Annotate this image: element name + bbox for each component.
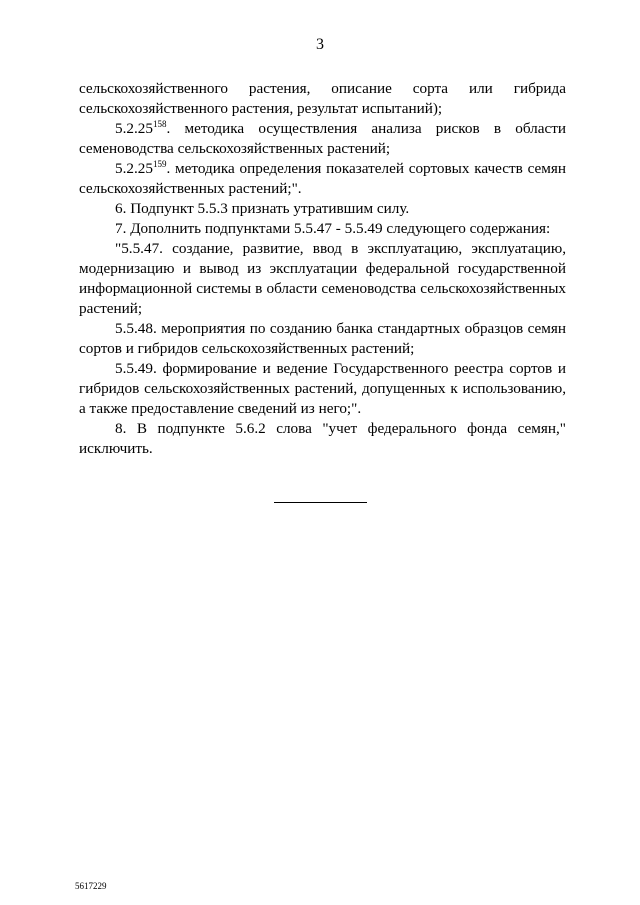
- superscript-159: 159: [152, 159, 167, 169]
- paragraph-5-5-49: 5.5.49. формирование и ведение Государственного реестра сортов и гибридов сельскохозяйственных растений, допущенных к использованию, а также предоставление сведений из него;".: [79, 360, 566, 417]
- document-body: [79, 79, 566, 459]
- paragraph-5-5-48: 5.5.48. мероприятия по созданию банка стандартных образцов семян сортов и гибридов сельскохозяйственных растений;: [79, 320, 566, 357]
- end-rule: [274, 502, 367, 503]
- document-id: 5617229: [75, 881, 107, 891]
- paragraph-5-2-25-159: 5.2.25$^{159}$. методика определения показателей сортовых качеств семян сельскохозяйственных растений;".: [79, 159, 566, 197]
- page-number: 3: [316, 36, 324, 53]
- superscript-158: 158: [152, 119, 167, 129]
- paragraph-5-2-25-158: 5.2.25$^{158}$. методика осуществления анализа рисков в области семеноводства сельскохозяйственных растений;: [79, 119, 566, 157]
- paragraph-item-8: 8. В подпункте 5.6.2 слова "учет федерального фонда семян," исключить.: [79, 420, 566, 457]
- paragraph-item-7: 7. Дополнить подпунктами 5.5.47 - 5.5.49 следующего содержания:: [115, 220, 551, 237]
- paragraph-5-5-47: "5.5.47. создание, развитие, ввод в эксплуатацию, эксплуатацию, модернизацию и вывод из эксплуатации федеральной государственной информационной системы в области семеноводства сельскохозяйственных растений;: [79, 240, 566, 317]
- paragraph-item-6: 6. Подпункт 5.5.3 признать утратившим силу.: [115, 200, 410, 217]
- paragraph-continuation: сельскохозяйственного растения, описание сорта или гибрида сельскохозяйственного растения, результат испытаний);: [79, 80, 566, 117]
